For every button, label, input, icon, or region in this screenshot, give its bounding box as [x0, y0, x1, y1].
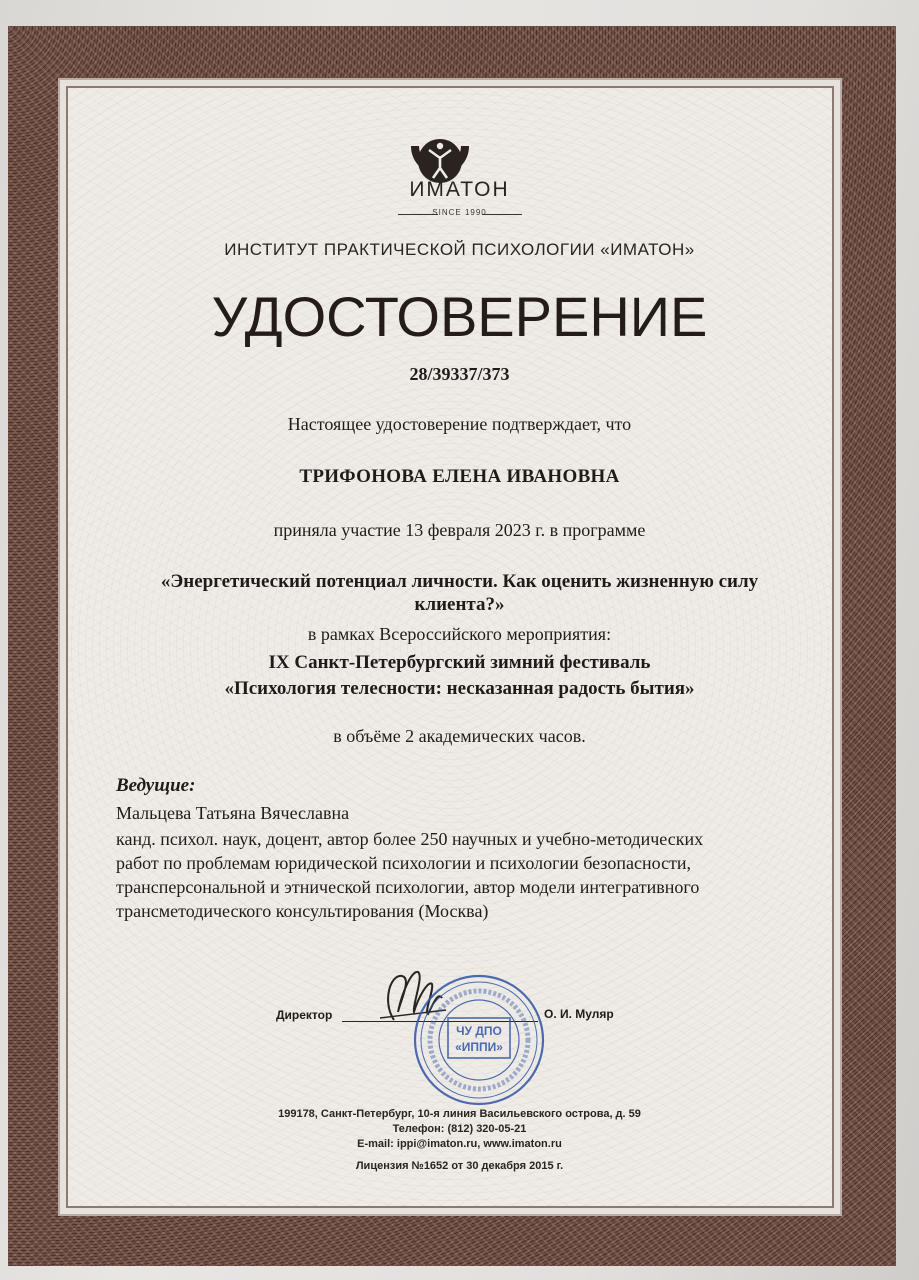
festival-line: «Психология телесности: несказанная радость бытия»: [224, 678, 695, 699]
director-label: Директор: [276, 1008, 333, 1022]
program-title: [0, 570, 919, 616]
program-title-line: «Энергетический потенциал личности. Как оценить жизненную силу: [160, 571, 759, 592]
footer-phone: Телефон: (812) 320-05-21: [392, 1123, 527, 1135]
logo-since: SINCE 1990: [432, 208, 487, 217]
logo-wordmark: ИМАТОН: [409, 178, 510, 201]
director-name: О. И. Муляр: [544, 1007, 614, 1021]
confirmation-text: Настоящее удостоверение подтверждает, что: [287, 414, 632, 434]
hosts-label: Ведущие:: [116, 775, 196, 796]
festival-line: IX Санкт-Петербургский зимний фестиваль: [268, 652, 651, 673]
host-description-line: работ по проблемам юридической психологии и психологии безопасности,: [116, 853, 692, 873]
host-description-line: трансперсональной и этнической психологии, автор модели интегративного: [116, 877, 700, 897]
footer-address: 199178, Санкт-Петербург, 10-я линия Васильевского острова, д. 59: [278, 1108, 641, 1120]
stamp-center-line: ЧУ ДПО: [456, 1024, 502, 1038]
participant-name: ТРИФОНОВА ЕЛЕНА ИВАНОВНА: [299, 466, 620, 487]
footer-license: Лицензия №1652 от 30 декабря 2015 г.: [355, 1160, 564, 1172]
program-title-line: клиента?»: [414, 594, 505, 615]
host-name: Мальцева Татьяна Вячеславна: [116, 803, 350, 823]
host-description-line: канд. психол. наук, доцент, автор более 250 научных и учебно-методических: [116, 829, 704, 849]
host-description-line: трансметодического консультирования (Москва): [116, 901, 489, 921]
festival-title: [0, 650, 919, 702]
host-description: [116, 827, 806, 923]
hours-volume: в объёме 2 академических часов.: [333, 726, 586, 746]
certificate-title: УДОСТОВЕРЕНИЕ: [211, 285, 708, 348]
participation-text: приняла участие 13 февраля 2023 г. в программе: [273, 520, 646, 540]
institute-name: ИНСТИТУТ ПРАКТИЧЕСКОЙ ПСИХОЛОГИИ «ИМАТОН»: [224, 240, 695, 259]
stamp-center-line: «ИППИ»: [455, 1040, 503, 1054]
certificate-number: 28/39337/373: [409, 364, 510, 384]
footer-email: E-mail: ippi@imaton.ru, www.imaton.ru: [357, 1138, 562, 1150]
official-stamp: [410, 972, 548, 1108]
event-framework: в рамках Всероссийского мероприятия:: [307, 624, 612, 644]
